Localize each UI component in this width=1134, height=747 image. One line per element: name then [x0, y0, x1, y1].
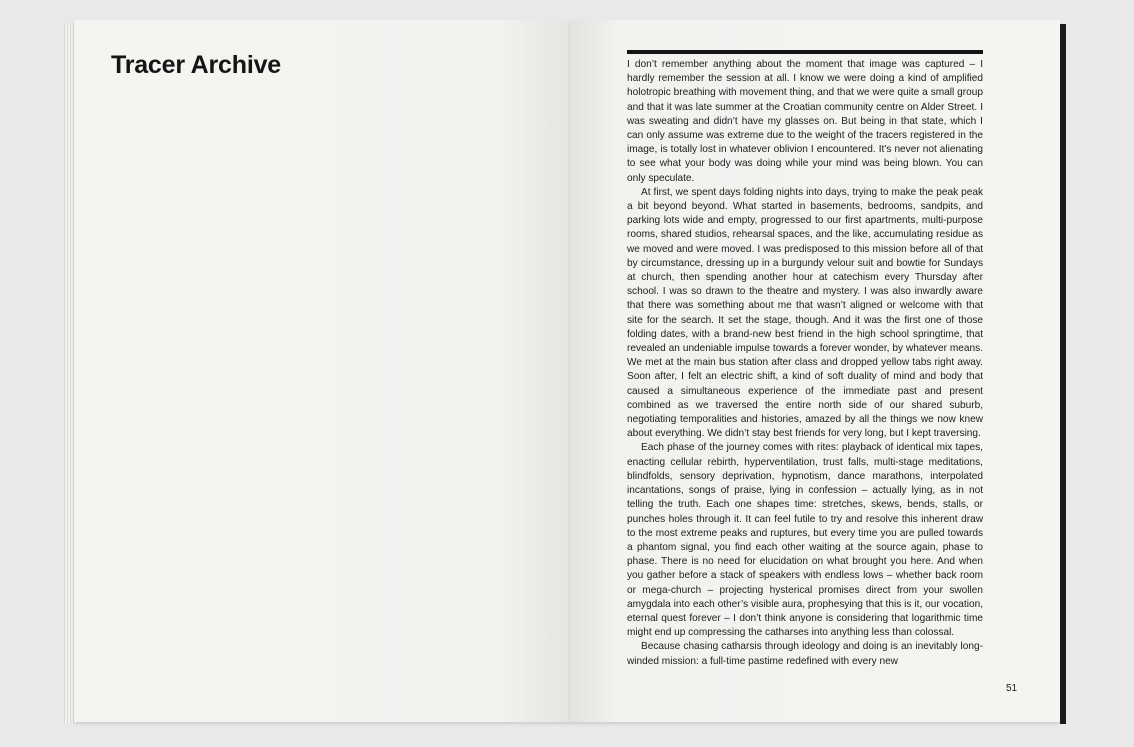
- paragraph-4: Because chasing catharsis through ideology and doing is an inevitably long-winded mission: a full-time pastime redefined with every new: [627, 641, 983, 667]
- paragraph-1: I don’t remember anything about the moment that image was captured – I hardly remember the session at all. I know we were doing a kind of amplified holotropic breathing with movement thing, and that we were quite a small group and that it was late summer at the Croatian community centre on Alder Street. I was sweating and didn’t have my glasses on. But being in that state, which I can only assume was extreme due to the weight of the tracers registered in the image, is totally lost in whatever oblivion I encountered. It’s never not alienating to see what your body was doing while your mind was being blown. You can only speculate.: [627, 59, 983, 184]
- paragraph-3: Each phase of the journey comes with rites: playback of identical mix tapes, enacting cellular rebirth, hyperventilation, trust falls, multi-stage meditations, blindfolds, sensory deprivation, hypnotism, dance marathons, interpolated incantations, songs of praise, lying in confession – actually lying, as in not telling the truth. Each one shapes time: stretches, skews, bends, stalls, or punches holes through it. It can feel futile to try and resolve this inherent draw to the most extreme peaks and ruptures, but every time you are pulled towards a phantom signal, you find each other waiting at the source again, phase to phase. There is no need for elucidation on what brought you here. And when you gather before a stack of speakers with endless lows – whether back room or mega-church – projecting hysterical promises direct from your swollen amygdala into each other’s visible aura, prophesying that this is it, our vocation, eternal quest forever – I don’t think anyone is considering that logarithmic time might end up compressing the catharses into anything less than colossal.: [627, 442, 983, 639]
- left-page: [74, 20, 570, 722]
- right-page: [570, 20, 1060, 722]
- page-number: 51: [1006, 683, 1018, 694]
- body-text: [627, 58, 983, 669]
- book-cover-edge: [1060, 24, 1066, 724]
- header-rule: [627, 50, 983, 54]
- open-book: [60, 14, 1072, 728]
- paragraph-2: At first, we spent days folding nights into days, trying to make the peak peak a bit beyond beyond. What started in basements, bedrooms, sandpits, and parking lots wide and empty, progressed to our first apartments, multi-purpose rooms, shared studios, rehearsal spaces, and the like, accumulating residue as we moved and were moved. I was predisposed to this mission before all of that by circumstance, dressing up in a burgundy velour suit and bowtie for Sundays at church, then spending another hour at catechism every Thursday after school. I was so drawn to the theatre and mystery. I was also inwardly aware that there was something about me that wasn’t aligned or welcome with that site for the search. It set the stage, though. And it was the first one of those folding dates, with a brand-new best friend in the high school springtime, that revealed an undeniable impulse towards a forever wonder, by whatever means. We met at the main bus station after class and dropped yellow tabs right away. Soon after, I felt an electric shift, a kind of soft duality of mind and body that caused a simultaneous experience of the immediate past and present combined as we traversed the entire north side of our shared suburb, negotiating temporalities and histories, amazed by all the things we now knew about everything. We didn’t stay best friends for very long, but I kept traversing.: [627, 186, 983, 440]
- page-title: Tracer Archive: [111, 51, 281, 79]
